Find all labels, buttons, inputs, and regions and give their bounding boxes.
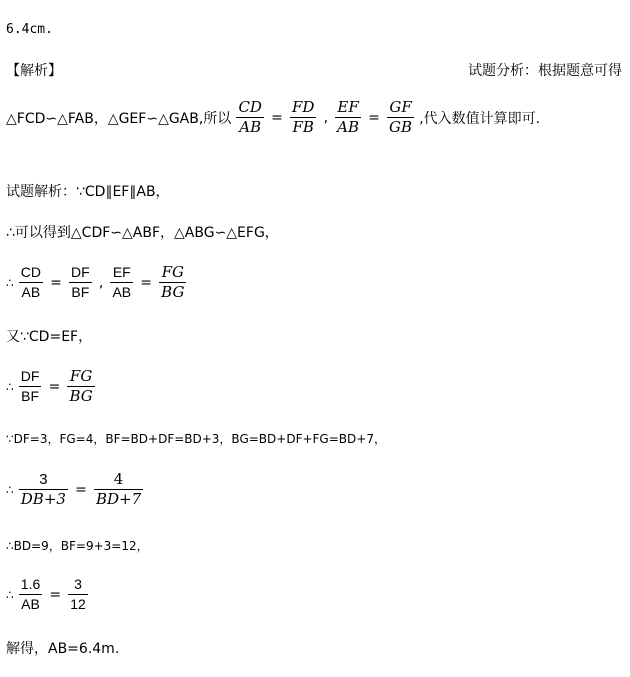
fraction-denominator: DB+3 <box>20 490 66 508</box>
fraction-numerator: EF <box>337 98 359 116</box>
fraction-denominator: 12 <box>70 596 86 612</box>
equals-sign: = <box>48 378 61 395</box>
fraction-denominator: AB <box>239 118 262 136</box>
analysis-heading: 【解析】 <box>6 63 62 79</box>
solution-heading: 试题解析：∵CD∥EF∥AB， <box>6 184 170 200</box>
fraction-denominator: AB <box>112 284 132 300</box>
fraction-numerator: FD <box>291 98 315 116</box>
fraction-denominator: FB <box>292 118 314 136</box>
fraction-df-bf <box>19 367 42 406</box>
fraction-denominator: AB <box>21 284 41 300</box>
fraction-numerator: FG <box>161 263 184 281</box>
analysis-summary: 试题分析：根据题意可得 <box>468 63 622 79</box>
fraction-numerator: GF <box>389 98 412 116</box>
similar-triangles-line: ∴可以得到△CDF∽△ABF，△ABG∽△EFG， <box>6 225 279 241</box>
fraction-fd-fb <box>290 98 316 137</box>
fraction-numerator: 3 <box>39 471 48 488</box>
bd-result-line: ∴BD=9，BF=9+3=12， <box>6 539 149 553</box>
fraction-cd-ab <box>19 263 43 302</box>
fraction-df-bf <box>69 263 92 302</box>
equation-ab <box>6 575 89 614</box>
conclusion-line: 解得，AB=6.4m. <box>6 641 120 657</box>
fraction-denominator: BD+7 <box>95 490 142 508</box>
fraction-fg-bg <box>159 263 186 302</box>
summary-suffix: ,代入数值计算即可. <box>419 110 541 127</box>
fraction-ef-ab <box>335 98 361 137</box>
fraction-numerator: EF <box>112 264 131 280</box>
equals-sign: = <box>368 109 380 126</box>
also-line: 又∵CD=EF， <box>6 329 93 345</box>
fraction-denominator: AB <box>21 596 40 612</box>
comma: , <box>323 109 329 126</box>
fraction-numerator: FG <box>69 367 93 385</box>
fraction-numerator: DF <box>71 264 90 280</box>
answer-line: 6.4cm. <box>6 22 53 37</box>
equals-sign: = <box>140 274 152 291</box>
fraction-numerator: 3 <box>74 576 82 592</box>
fraction-denominator: BF <box>21 388 40 404</box>
fraction-cd-ab <box>236 98 264 137</box>
given-values-line: ∵DF=3，FG=4，BF=BD+DF=BD+3，BG=BD+DF+FG=BD+7， <box>6 432 386 446</box>
fraction-4-bd7 <box>94 470 143 509</box>
equals-sign: = <box>50 274 62 291</box>
therefore-symbol: ∴ <box>6 482 14 497</box>
therefore-symbol: ∴ <box>6 587 14 602</box>
equation-df-fg <box>6 367 96 406</box>
fraction-numerator: 4 <box>113 470 124 488</box>
fraction-fg-bg <box>67 367 94 406</box>
therefore-symbol: ∴ <box>6 379 14 394</box>
fraction-ef-ab <box>110 263 133 302</box>
fraction-3-db3 <box>19 470 68 509</box>
summary-formula-line <box>6 98 540 137</box>
equals-sign: = <box>49 586 62 603</box>
fraction-3-12 <box>68 575 88 614</box>
comma: , <box>98 274 104 291</box>
equals-sign: = <box>271 109 283 126</box>
fraction-denominator: BF <box>71 284 90 300</box>
summary-prefix: △FCD∽△FAB，△GEF∽△GAB,所以 <box>6 110 232 127</box>
equals-sign: = <box>75 481 87 498</box>
fraction-gf-gb <box>387 98 414 137</box>
fraction-denominator: BG <box>69 387 93 405</box>
fraction-numerator: CD <box>238 98 262 116</box>
equation-ratios <box>6 263 187 302</box>
fraction-numerator: DF <box>20 368 40 384</box>
fraction-denominator: GB <box>389 118 413 136</box>
fraction-denominator: BG <box>161 283 185 301</box>
fraction-denominator: AB <box>337 118 360 136</box>
fraction-numerator: 1.6 <box>20 576 41 592</box>
fraction-numerator: CD <box>20 264 42 280</box>
therefore-symbol: ∴ <box>6 275 14 290</box>
fraction-1-6-ab <box>19 575 42 614</box>
equation-bd <box>6 470 144 509</box>
